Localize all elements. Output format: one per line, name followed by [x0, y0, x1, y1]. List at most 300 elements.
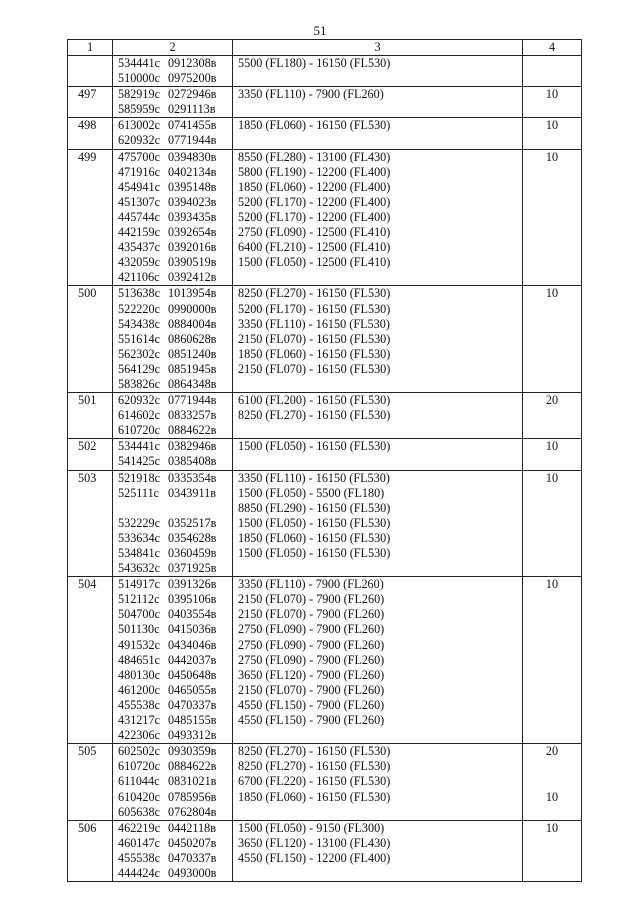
latitude: 460147c	[118, 835, 160, 850]
altitude-range: 2150 (FL070) - 7900 (FL260)	[238, 592, 385, 607]
longitude: 0392654в	[168, 225, 217, 240]
latitude: 432059c	[118, 255, 160, 270]
value	[523, 607, 581, 622]
latitude: 522220c	[118, 301, 160, 316]
altitude-range: 3350 (FL110) - 16150 (FL530)	[238, 470, 390, 485]
coordinate-pair	[118, 622, 232, 637]
altitude-range	[238, 377, 522, 392]
latitude: 610720c	[118, 423, 160, 438]
latitude: 461200c	[118, 682, 160, 697]
longitude: 0385408в	[168, 454, 217, 469]
value	[523, 195, 581, 210]
altitudes-cell	[233, 286, 523, 393]
latitude: 534441c	[118, 56, 160, 70]
latitude: 445744c	[118, 209, 160, 224]
altitudes-cell	[233, 439, 523, 470]
altitude-range: 1850 (FL060) - 16150 (FL530)	[238, 789, 391, 804]
coordinate-pair	[118, 836, 232, 851]
longitude: 0395148в	[168, 179, 217, 194]
coordinate-pair	[118, 317, 232, 332]
altitude-range: 2150 (FL070) - 16150 (FL530)	[238, 331, 391, 346]
table-header-row	[68, 40, 582, 56]
longitude: 0785956в	[168, 789, 217, 804]
longitude: 0771944в	[168, 133, 217, 148]
longitude: 0442118в	[168, 820, 216, 835]
value	[523, 759, 581, 774]
coordinates-cell	[113, 286, 233, 393]
latitude: 532229c	[118, 515, 160, 530]
value	[523, 423, 581, 438]
coordinate-pair	[118, 744, 232, 759]
latitude: 480130c	[118, 667, 160, 682]
coordinate-pair	[118, 195, 232, 210]
table-row	[68, 286, 582, 393]
value	[523, 133, 581, 148]
value: 10	[545, 470, 559, 485]
coordinates-cell	[113, 393, 233, 439]
value	[523, 713, 581, 728]
latitude: 471916c	[118, 164, 160, 179]
latitude: 512112c	[118, 592, 160, 607]
altitude-range: 2750 (FL090) - 7900 (FL260)	[238, 652, 385, 667]
altitudes-cell	[233, 744, 523, 820]
altitude-range: 8250 (FL270) - 16150 (FL530)	[238, 744, 391, 759]
coordinates-cell	[113, 56, 233, 87]
row-number: 498	[68, 118, 113, 149]
value-cell	[523, 820, 582, 881]
value-cell	[523, 286, 582, 393]
table-row	[68, 149, 582, 286]
altitude-range	[238, 102, 522, 117]
altitudes-cell	[233, 87, 523, 118]
longitude: 0393435в	[168, 209, 217, 224]
altitude-range: 8250 (FL270) - 16150 (FL530)	[238, 286, 391, 301]
value: 20	[545, 744, 559, 759]
coordinate-pair	[118, 362, 232, 377]
value-cell	[523, 149, 582, 286]
table-row	[68, 439, 582, 470]
longitude: 0762804в	[168, 804, 217, 819]
latitude: 610420c	[118, 789, 160, 804]
coordinates-cell	[113, 744, 233, 820]
value	[523, 561, 581, 576]
value-cell	[523, 87, 582, 118]
value	[523, 165, 581, 180]
value	[523, 805, 581, 820]
altitude-range: 5200 (FL170) - 12200 (FL400)	[238, 194, 391, 209]
coordinate-pair	[118, 56, 232, 71]
column-header: 3	[233, 40, 523, 56]
longitude: 0990000в	[168, 301, 217, 316]
latitude: 491532c	[118, 637, 160, 652]
value	[523, 668, 581, 683]
row-number	[68, 56, 113, 87]
value	[523, 71, 581, 86]
altitude-range: 5200 (FL170) - 16150 (FL530)	[238, 301, 391, 316]
altitude-range: 1850 (FL060) - 12200 (FL400)	[238, 179, 391, 194]
longitude: 0415036в	[168, 622, 217, 637]
longitude: 0493312в	[168, 728, 217, 743]
latitude: 562302c	[118, 346, 160, 361]
value	[523, 728, 581, 743]
altitude-range: 1500 (FL050) - 9150 (FL300)	[238, 820, 385, 835]
latitude: 534441c	[118, 439, 160, 454]
altitude-range: 2750 (FL090) - 7900 (FL260)	[238, 637, 385, 652]
coordinate-pair	[118, 393, 232, 408]
altitudes-cell	[233, 577, 523, 744]
longitude: 0851240в	[168, 346, 217, 361]
coordinate-pair	[118, 408, 232, 423]
longitude: 0403554в	[168, 607, 217, 622]
latitude: 475700c	[118, 149, 160, 164]
latitude: 462219c	[118, 820, 160, 835]
coordinate-pair	[118, 180, 232, 195]
value	[523, 486, 581, 501]
longitude: 0392016в	[168, 240, 217, 255]
table-row	[68, 56, 582, 87]
longitude: 0434046в	[168, 637, 217, 652]
altitudes-cell	[233, 56, 523, 87]
value-cell	[523, 56, 582, 87]
altitude-range: 1500 (FL050) - 16150 (FL530)	[238, 546, 391, 560]
value	[523, 516, 581, 531]
altitude-range: 8550 (FL280) - 13100 (FL430)	[238, 149, 391, 164]
table-row	[68, 118, 582, 149]
longitude: 0394023в	[168, 194, 217, 209]
value-cell	[523, 393, 582, 439]
latitude: 620932c	[118, 133, 160, 148]
latitude: 582919c	[118, 87, 160, 102]
coordinate-pair	[118, 332, 232, 347]
altitude-range: 1500 (FL050) - 5500 (FL180)	[238, 485, 385, 500]
longitude: 0470337в	[168, 697, 217, 712]
coordinate-pair	[118, 210, 232, 225]
coordinate-pair	[118, 805, 232, 820]
coordinate-pair	[118, 286, 232, 301]
coordinate-pair	[118, 653, 232, 668]
value	[523, 698, 581, 713]
coordinate-pair	[118, 87, 232, 102]
coordinate-pair	[118, 866, 232, 881]
latitude: 501130c	[118, 622, 160, 637]
column-header: 4	[523, 40, 582, 56]
coordinate-pair	[118, 790, 232, 805]
value	[523, 102, 581, 117]
value	[523, 454, 581, 469]
coordinate-pair	[118, 133, 232, 148]
altitudes-cell	[233, 820, 523, 881]
longitude: 0450207в	[168, 835, 217, 850]
latitude: 585959c	[118, 102, 160, 117]
column-header: 2	[113, 40, 233, 56]
altitude-range: 6400 (FL210) - 12500 (FL410)	[238, 240, 391, 255]
coordinate-pair	[118, 240, 232, 255]
latitude: 422306c	[118, 728, 160, 743]
latitude: 534841c	[118, 546, 160, 560]
value	[523, 56, 581, 71]
row-number: 500	[68, 286, 113, 393]
value-cell	[523, 744, 582, 820]
value	[523, 546, 581, 561]
altitude-range	[238, 561, 522, 576]
latitude: 431217c	[118, 713, 160, 728]
longitude: 0450648в	[168, 667, 217, 682]
latitude: 602502c	[118, 744, 160, 759]
value-cell	[523, 470, 582, 577]
row-number: 499	[68, 149, 113, 286]
latitude: 583826c	[118, 376, 160, 391]
longitude: 0884622в	[168, 759, 217, 774]
longitude: 0864348в	[168, 376, 217, 391]
value	[523, 866, 581, 881]
altitude-range: 3350 (FL110) - 7900 (FL260)	[238, 87, 384, 102]
altitude-range: 8250 (FL270) - 16150 (FL530)	[238, 408, 391, 423]
value	[523, 302, 581, 317]
coordinate-pair	[118, 698, 232, 713]
longitude: 0741455в	[168, 118, 217, 133]
value	[523, 622, 581, 637]
latitude: 513638c	[118, 286, 160, 301]
value	[523, 592, 581, 607]
latitude: 435437c	[118, 240, 160, 255]
altitude-range: 5500 (FL180) - 16150 (FL530)	[238, 56, 391, 70]
column-header: 1	[68, 40, 113, 56]
altitudes-cell	[233, 149, 523, 286]
coordinate-pair	[118, 851, 232, 866]
value	[523, 683, 581, 698]
value	[523, 240, 581, 255]
coordinate-pair	[118, 150, 232, 165]
value: 20	[545, 393, 559, 408]
coordinate-pair	[118, 531, 232, 546]
latitude: 451307c	[118, 194, 160, 209]
altitude-range	[238, 71, 522, 86]
altitudes-cell	[233, 470, 523, 577]
altitudes-cell	[233, 393, 523, 439]
longitude: 0391326в	[168, 577, 217, 592]
value	[523, 836, 581, 851]
altitude-range: 1500 (FL050) - 12500 (FL410)	[238, 255, 391, 270]
latitude: 564129c	[118, 361, 160, 376]
latitude: 613002c	[118, 118, 160, 133]
altitude-range	[238, 454, 522, 469]
longitude: 0371925в	[168, 561, 217, 576]
altitude-range: 6100 (FL200) - 16150 (FL530)	[238, 393, 391, 408]
longitude: 0394830в	[168, 149, 217, 164]
altitude-range	[238, 866, 522, 881]
value	[523, 270, 581, 285]
altitude-range: 1500 (FL050) - 16150 (FL530)	[238, 439, 391, 454]
altitude-range: 4550 (FL150) - 7900 (FL260)	[238, 713, 385, 728]
value: 10	[545, 87, 559, 102]
altitude-range: 1500 (FL050) - 16150 (FL530)	[238, 515, 391, 530]
coordinate-pair	[118, 347, 232, 362]
coordinate-pair	[118, 638, 232, 653]
altitude-range: 8850 (FL290) - 16150 (FL530)	[238, 500, 391, 515]
longitude: 0851945в	[168, 361, 217, 376]
value: 10	[545, 789, 559, 804]
coordinates-cell	[113, 439, 233, 470]
value: 10	[545, 149, 559, 164]
longitude: 0382946в	[168, 439, 217, 454]
coordinate-pair	[118, 774, 232, 789]
coordinate-pair	[118, 71, 232, 86]
latitude: 611044c	[118, 774, 160, 789]
coordinate-pair	[118, 423, 232, 438]
coordinate-pair	[118, 255, 232, 270]
table-row	[68, 470, 582, 577]
altitude-range	[238, 270, 522, 285]
latitude: 421106c	[118, 270, 160, 285]
value	[523, 210, 581, 225]
latitude: 444424c	[118, 865, 160, 880]
latitude: 543438c	[118, 316, 160, 331]
longitude: 0884622в	[168, 423, 217, 438]
coordinate-pair	[118, 270, 232, 285]
longitude: 0392412в	[168, 270, 217, 285]
table-body	[68, 56, 582, 882]
longitude: 0975200в	[168, 71, 217, 86]
row-number: 502	[68, 439, 113, 470]
latitude: 614602c	[118, 408, 160, 423]
coordinate-pair	[118, 821, 232, 836]
coordinate-pair	[118, 728, 232, 743]
altitude-range	[238, 728, 522, 743]
longitude: 0465055в	[168, 682, 217, 697]
table-row	[68, 87, 582, 118]
altitude-range	[238, 805, 522, 820]
altitude-range	[238, 423, 522, 438]
altitude-range: 5200 (FL170) - 12200 (FL400)	[238, 209, 391, 224]
row-number: 504	[68, 577, 113, 744]
longitude: 0470337в	[168, 850, 217, 865]
value	[523, 638, 581, 653]
altitude-range: 1850 (FL060) - 16150 (FL530)	[238, 530, 391, 545]
latitude: 541425c	[118, 454, 160, 469]
value	[523, 180, 581, 195]
value: 10	[545, 820, 559, 835]
coordinate-pair	[118, 486, 232, 501]
latitude: 610720c	[118, 759, 160, 774]
row-number: 506	[68, 820, 113, 881]
coordinate-pair	[118, 592, 232, 607]
coordinate-pair	[118, 225, 232, 240]
coordinate-pair	[118, 165, 232, 180]
table-row	[68, 744, 582, 820]
altitude-range: 8250 (FL270) - 16150 (FL530)	[238, 759, 391, 774]
coordinate-pair	[118, 439, 232, 454]
page-number: 51	[313, 23, 327, 38]
coordinate-pair	[118, 759, 232, 774]
coordinate-pair	[118, 713, 232, 728]
altitude-range: 3350 (FL110) - 7900 (FL260)	[238, 577, 384, 592]
latitude: 525111c	[118, 485, 160, 500]
value: 10	[545, 286, 559, 301]
latitude: 484651c	[118, 652, 160, 667]
value-cell	[523, 439, 582, 470]
row-number: 505	[68, 744, 113, 820]
latitude: 620932c	[118, 393, 160, 408]
table-row	[68, 393, 582, 439]
longitude: 0335354в	[168, 470, 217, 485]
row-number: 497	[68, 87, 113, 118]
value-cell	[523, 577, 582, 744]
coordinates-cell	[113, 87, 233, 118]
latitude: 514917c	[118, 577, 160, 592]
value	[523, 501, 581, 516]
value: 10	[545, 118, 559, 133]
coordinate-pair	[118, 561, 232, 576]
value	[523, 317, 581, 332]
coordinate-pair	[118, 302, 232, 317]
value	[523, 332, 581, 347]
altitude-range: 4550 (FL150) - 12200 (FL400)	[238, 850, 391, 865]
latitude: 442159c	[118, 225, 160, 240]
altitude-range: 2150 (FL070) - 7900 (FL260)	[238, 682, 385, 697]
altitude-range: 2150 (FL070) - 7900 (FL260)	[238, 607, 385, 622]
value	[523, 408, 581, 423]
coordinates-cell	[113, 820, 233, 881]
longitude: 0831021в	[168, 774, 217, 789]
altitude-range	[238, 133, 522, 148]
longitude: 0860628в	[168, 331, 217, 346]
longitude: 0884004в	[168, 316, 217, 331]
coordinate-pair	[118, 683, 232, 698]
value-cell	[523, 118, 582, 149]
altitude-range: 1850 (FL060) - 16150 (FL530)	[238, 118, 391, 133]
coordinate-pair	[118, 546, 232, 561]
coordinate-pair	[118, 516, 232, 531]
altitude-range: 3650 (FL120) - 13100 (FL430)	[238, 835, 391, 850]
table-row	[68, 577, 582, 744]
value	[523, 255, 581, 270]
latitude: 455538c	[118, 697, 160, 712]
longitude: 0272946в	[168, 87, 217, 102]
altitude-range: 2750 (FL090) - 7900 (FL260)	[238, 622, 385, 637]
longitude: 1013954в	[168, 286, 217, 301]
longitude: 0485155в	[168, 713, 217, 728]
airspace-table	[67, 39, 582, 882]
latitude: 551614c	[118, 331, 160, 346]
row-number: 501	[68, 393, 113, 439]
latitude: 543632c	[118, 561, 160, 576]
coordinate-pair	[118, 501, 232, 516]
altitude-range: 2750 (FL090) - 12500 (FL410)	[238, 225, 391, 240]
longitude: 0912308в	[168, 56, 217, 70]
longitude: 0402134в	[168, 164, 217, 179]
latitude: 510000c	[118, 71, 160, 86]
value	[523, 362, 581, 377]
altitude-range: 4550 (FL150) - 7900 (FL260)	[238, 697, 385, 712]
altitudes-cell	[233, 118, 523, 149]
value	[523, 774, 581, 789]
altitude-range: 5800 (FL190) - 12200 (FL400)	[238, 164, 391, 179]
altitude-range: 2150 (FL070) - 16150 (FL530)	[238, 361, 391, 376]
coordinate-pair	[118, 577, 232, 592]
value: 10	[545, 439, 559, 454]
coordinate-pair	[118, 607, 232, 622]
coordinate-pair	[118, 377, 232, 392]
coordinate-pair	[118, 454, 232, 469]
latitude: 605638c	[118, 804, 160, 819]
longitude: 0343911в	[168, 485, 216, 500]
longitude: 0833257в	[168, 408, 217, 423]
coordinates-cell	[113, 577, 233, 744]
latitude: 533634c	[118, 530, 160, 545]
latitude: 504700c	[118, 607, 160, 622]
row-number: 503	[68, 470, 113, 577]
longitude: 0493000в	[168, 865, 217, 880]
